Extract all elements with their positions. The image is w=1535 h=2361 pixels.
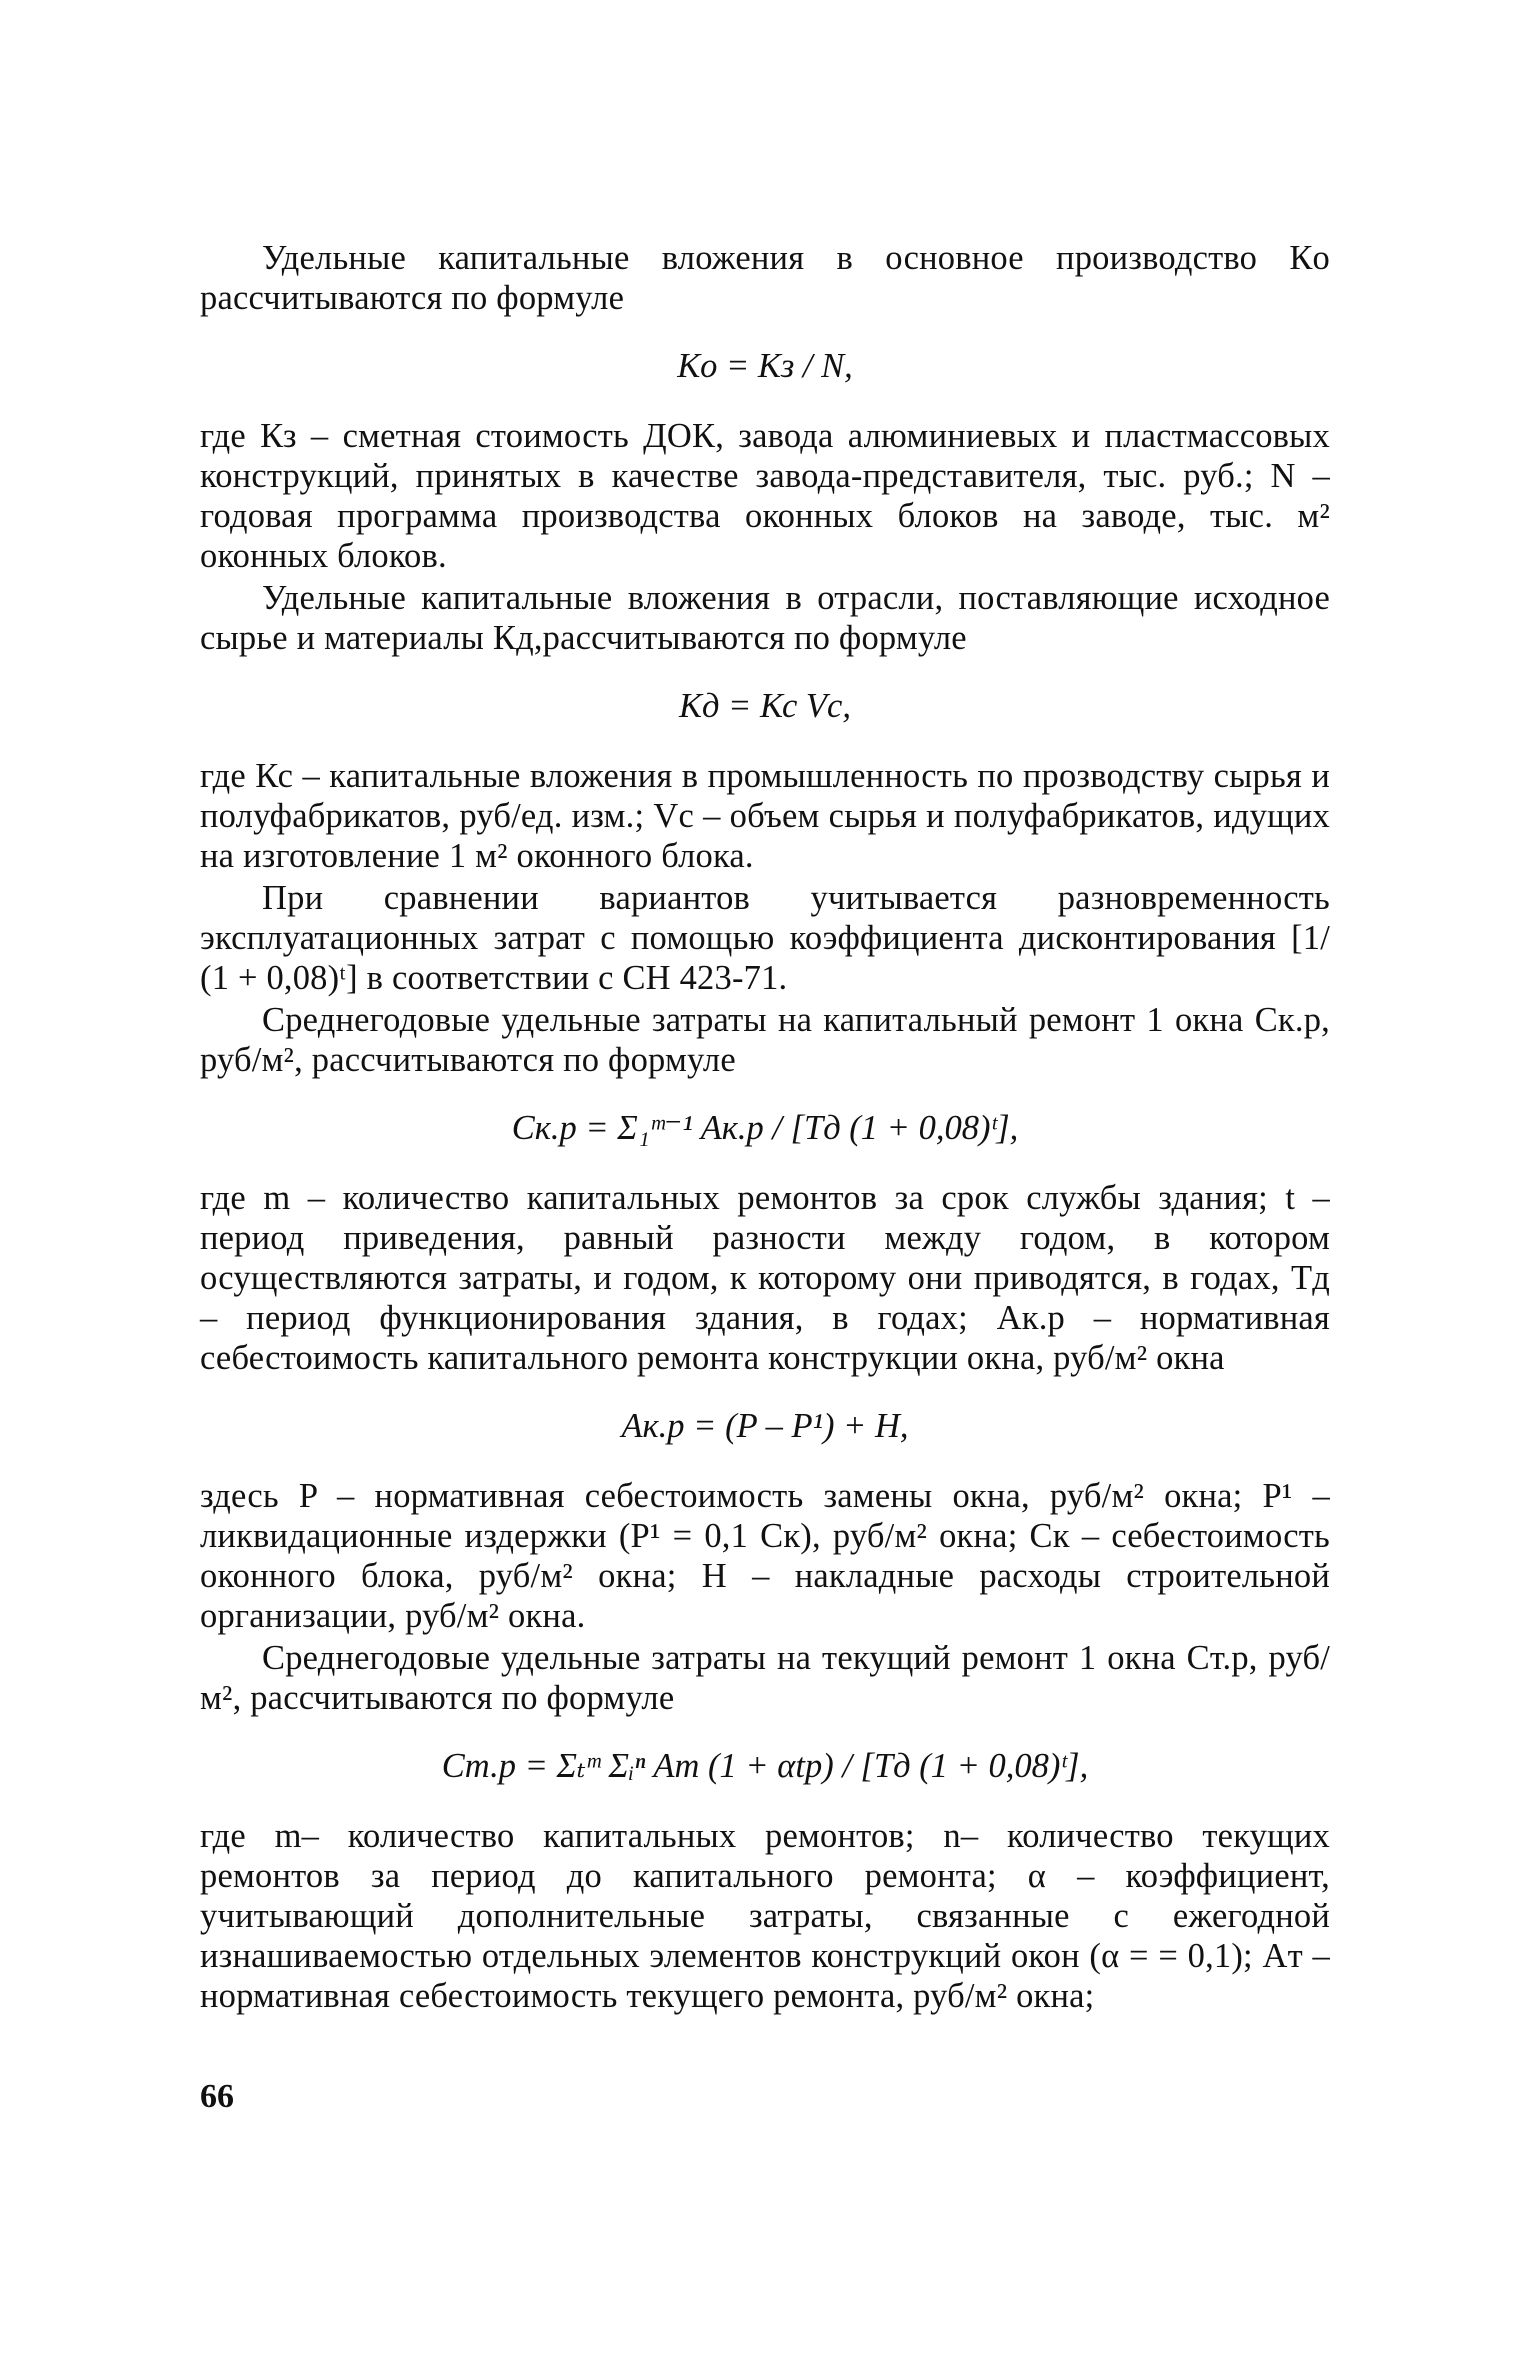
page-body bbox=[200, 238, 1330, 2016]
paragraph-current-repair-costs: Среднегодовые удельные затраты на текущий ремонт 1 окна Cт.р, руб/м², рассчитываются по формуле bbox=[200, 1639, 1330, 1717]
formula-kd: Кд = Кс Vс, bbox=[679, 687, 851, 725]
paragraph-p-definition: здесь P – нормативная себестоимость замены окна, руб/м² окна; P¹ – ликвидационные издержки (P¹ = 0,1 Cк), руб/м² окна; Cк – себестоимость оконного блока, руб/м² окна; H – накладные расходы строительной организации, руб/м² окна. bbox=[200, 1477, 1330, 1635]
paragraph-capital-investment-intro: Удельные капитальные вложения в основное производство Кo рассчитываются по формуле bbox=[200, 239, 1330, 317]
formula-akr: Aк.р = (P – P¹) + H, bbox=[621, 1407, 909, 1445]
paragraph-m-definition: где m – количество капитальных ремонтов за срок службы здания; t – период приведения, равный разности между годом, в котором осуществляются затраты, и годом, к которому они приводятся, в годах, Tд – период функционирования здания, в годах; Aк.р – нормативная себестоимость капитального ремонта конструкции окна, руб/м² окна bbox=[200, 1179, 1330, 1377]
formula-ctr: Cт.р = Σₜᵐ Σᵢⁿ Aт (1 + αtр) / [Tд (1 + 0,08)ᵗ], bbox=[441, 1747, 1089, 1785]
paragraph-discounting: При сравнении вариантов учитывается разновременность эксплуатационных затрат с помощью коэффициента дисконтирования [1/ (1 + 0,08)ᵗ] в соответствии с СН 423-71. bbox=[200, 879, 1330, 997]
page-number: 66 bbox=[200, 2078, 234, 2115]
paragraph-kz-definition: где Кз – сметная стоимость ДОК, завода алюминиевых и пластмассовых конструкций, принятых в качестве завода-представителя, тыс. руб.; N – годовая программа производства оконных блоков на заводе, тыс. м² оконных блоков. bbox=[200, 417, 1330, 575]
formula-ko: Кo = Кз / N, bbox=[677, 347, 853, 385]
paragraph-n-definition: где m– количество капитальных ремонтов; n– количество текущих ремонтов за период до капитального ремонта; α – коэффициент, учитывающий дополнительные затраты, связанные с ежегодной изнашиваемостью отдельных элементов конструкций окон (α = = 0,1); Aт – нормативная себестоимость текущего ремонта, руб/м² окна; bbox=[200, 1817, 1330, 2015]
paragraph-kc-definition: где Кс – капитальные вложения в промышленность по прозводству сырья и полуфабрикатов, руб/ед. изм.; Vс – объем сырья и полуфабрикатов, идущих на изготовление 1 м² оконного блока. bbox=[200, 757, 1330, 875]
paragraph-industry-investment: Удельные капитальные вложения в отрасли, поставляющие исходное сырье и материалы Кд,рассчитываются по формуле bbox=[200, 579, 1330, 657]
paragraph-capital-repair-costs: Среднегодовые удельные затраты на капитальный ремонт 1 окна Ск.р, руб/м², рассчитываются по формуле bbox=[200, 1001, 1330, 1079]
formula-ckr: Cк.р = Σ₁ᵐ⁻¹ Aк.р / [Tд (1 + 0,08)ᵗ], bbox=[511, 1109, 1019, 1147]
